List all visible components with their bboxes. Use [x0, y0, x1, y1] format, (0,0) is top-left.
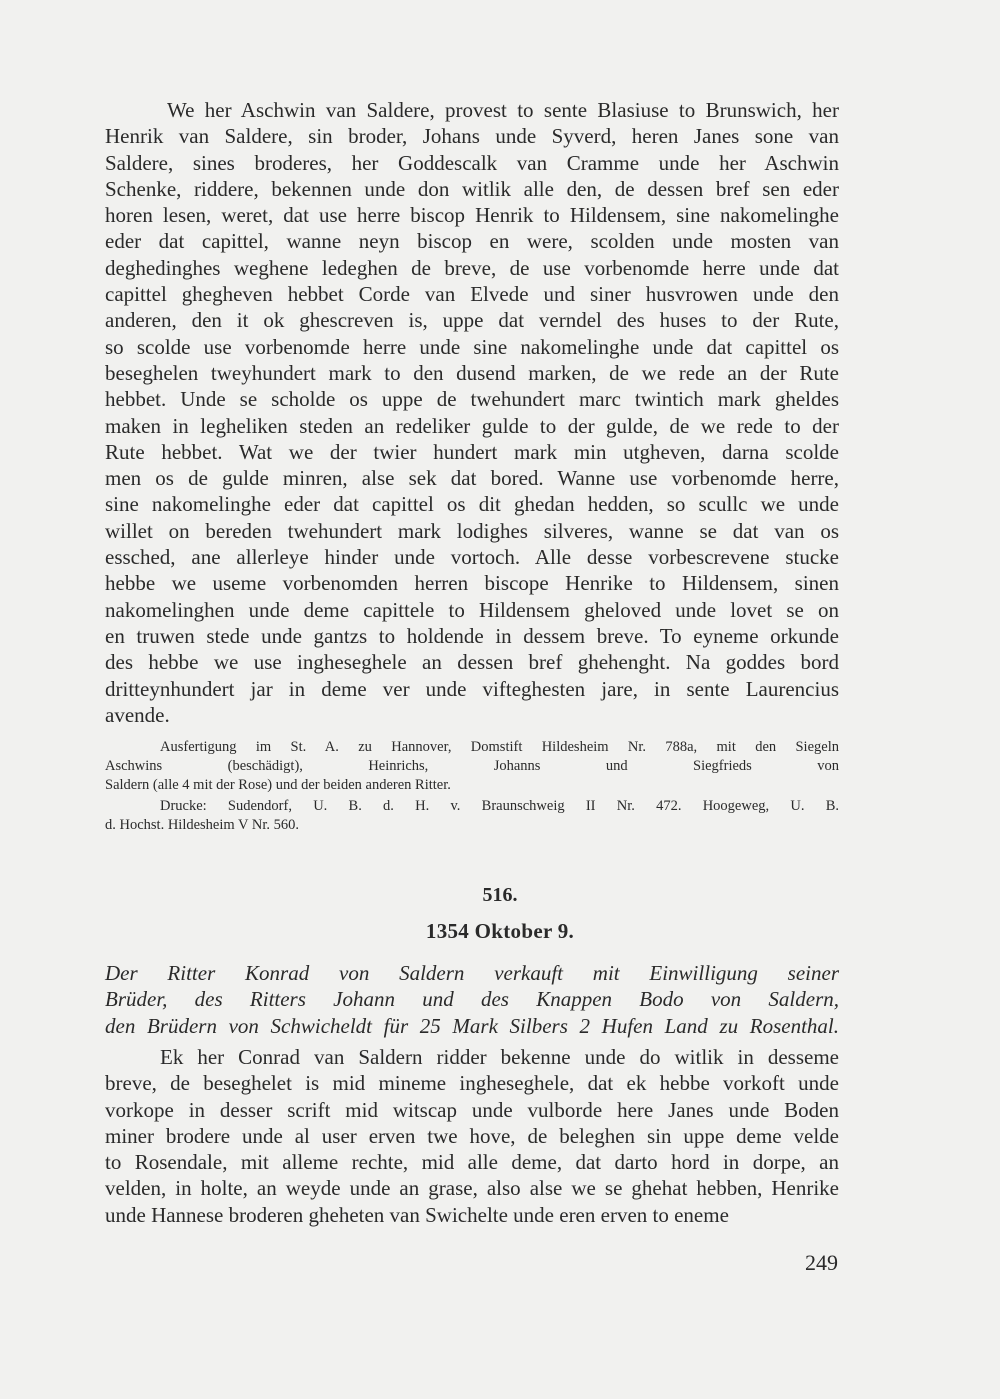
main-text-line: eder dat capittel, wanne neyn biscop en were, scolden unde mosten van	[105, 229, 839, 254]
page-number: 249	[805, 1250, 838, 1275]
main-text-line: sine nakomelinghe eder dat capittel os dit ghedan hedden, so scullc we unde	[105, 492, 839, 517]
regest-line: den Brüdern von Schwicheldt für 25 Mark Silbers 2 Hufen Land zu Rosenthal.	[105, 1013, 839, 1038]
main-text-line: We her Aschwin van Saldere, provest to sente Blasiuse to Brunswich, her	[167, 98, 839, 122]
main-text-line: Rute hebbet. Wat we der twier hundert mark min utgheven, darna scolde	[105, 439, 839, 464]
main-text-line: capittel ghegheven hebbet Corde van Elvede und siner husvrowen unde den	[105, 282, 839, 307]
regest	[105, 960, 839, 1039]
note1-line: Saldern (alle 4 mit der Rose) und der beiden anderen Ritter.	[105, 776, 451, 793]
regest-line: Brüder, des Ritters Johann und des Knappen Bodo von Saldern,	[105, 987, 839, 1012]
second-text-line: unde Hannese broderen gheheten van Swichelte unde eren erven to eneme	[105, 1202, 729, 1227]
second-text-line: vorkope in desser scrift mid witscap unde vulborde here Janes unde Boden	[105, 1097, 839, 1122]
main-text-line: maken in legheliken steden an redeliker gulde to der gulde, de we rede to der	[105, 413, 839, 438]
main-text-line: men os de gulde minren, alse sek dat bored. Wanne use vorbenomde herre,	[105, 466, 839, 491]
note-drucke	[105, 797, 839, 835]
document-number: 516.	[482, 884, 518, 906]
regest-line: Der Ritter Konrad von Saldern verkauft mit Einwilligung seiner	[105, 961, 839, 985]
main-text-line: beseghelen tweyhundert mark to den dusend marken, de we rede an der Rute	[105, 360, 839, 385]
note1-line: Aschwins (beschädigt), Heinrichs, Johanns und Siegfrieds von	[105, 757, 839, 774]
main-text-line: Schenke, riddere, bekennen unde don witlik alle den, de dessen bref sen eder	[105, 176, 839, 201]
note1-line: Ausfertigung im St. A. zu Hannover, Domstift Hildesheim Nr. 788a, mit den Siegeln	[160, 739, 839, 755]
second-text-line: breve, de beseghelet is mid mineme ingheseghele, dat ek hebbe vorkoft unde	[105, 1071, 839, 1096]
main-text-line: anderen, den it ok ghescreven is, uppe dat verndel des huses to der Rute,	[105, 308, 839, 333]
main-text	[105, 97, 839, 728]
second-text	[105, 1044, 839, 1228]
main-text-line: nakomelinghen unde deme capittele to Hildensem gheloved unde lovet se on	[105, 597, 839, 622]
main-text-line: essched, ane allerleye hinder unde vortoch. Alle desse vorbescrevene stucke	[105, 545, 839, 570]
second-text-line: to Rosendale, mit alleme rechte, mid alle deme, dat darto hord in dorpe, an	[105, 1150, 839, 1175]
main-text-line: deghedinghes weghene ledeghen de breve, de use vorbenomde herre unde dat	[105, 255, 839, 280]
main-text-line: des hebbe we use ingheseghele an dessen bref ghehenght. Na goddes bord	[105, 650, 839, 675]
main-text-line: willet on bereden twehundert mark lodighes silveres, wanne se dat van os	[105, 518, 839, 543]
main-text-line: Henrik van Saldere, sin broder, Johans unde Syverd, heren Janes sone van	[105, 124, 839, 149]
main-text-line: en truwen stede unde gantzs to holdende in dessem breve. To eyneme orkunde	[105, 623, 839, 648]
main-text-line: Saldere, sines broderes, her Goddescalk van Cramme unde her Aschwin	[105, 150, 839, 175]
note-ausfertigung	[105, 738, 839, 794]
main-text-line: avende.	[105, 702, 170, 727]
second-text-line: velden, in holte, an weyde unde an grase, also alse we se ghehat hebben, Henrike	[105, 1176, 839, 1201]
main-text-line: dritteynhundert jar in deme ver unde vifteghesten jare, in sente Laurencius	[105, 676, 839, 701]
document-date: 1354 Oktober 9.	[425, 919, 575, 943]
second-text-line: Ek her Conrad van Saldern ridder bekenne unde do witlik in desseme	[160, 1045, 839, 1069]
main-text-line: horen lesen, weret, dat use herre biscop Henrik to Hildensem, sine nakomelinghe	[105, 203, 839, 228]
second-text-line: miner brodere unde al user erven twe hove, de beleghen sin uppe deme velde	[105, 1123, 839, 1148]
note2-line: Drucke: Sudendorf, U. B. d. H. v. Braunschweig II Nr. 472. Hoogeweg, U. B.	[160, 798, 839, 814]
main-text-line: hebbe we useme vorbenomden herren biscope Henrike to Hildensem, sinen	[105, 571, 839, 596]
note2-line: d. Hochst. Hildesheim V Nr. 560.	[105, 816, 300, 833]
main-text-line: hebbet. Unde se scholde os uppe de twehundert marc twintich mark gheldes	[105, 387, 839, 412]
main-text-line: so scolde use vorbenomde herre unde sine nakomelinghe unde dat capittel os	[105, 334, 839, 359]
